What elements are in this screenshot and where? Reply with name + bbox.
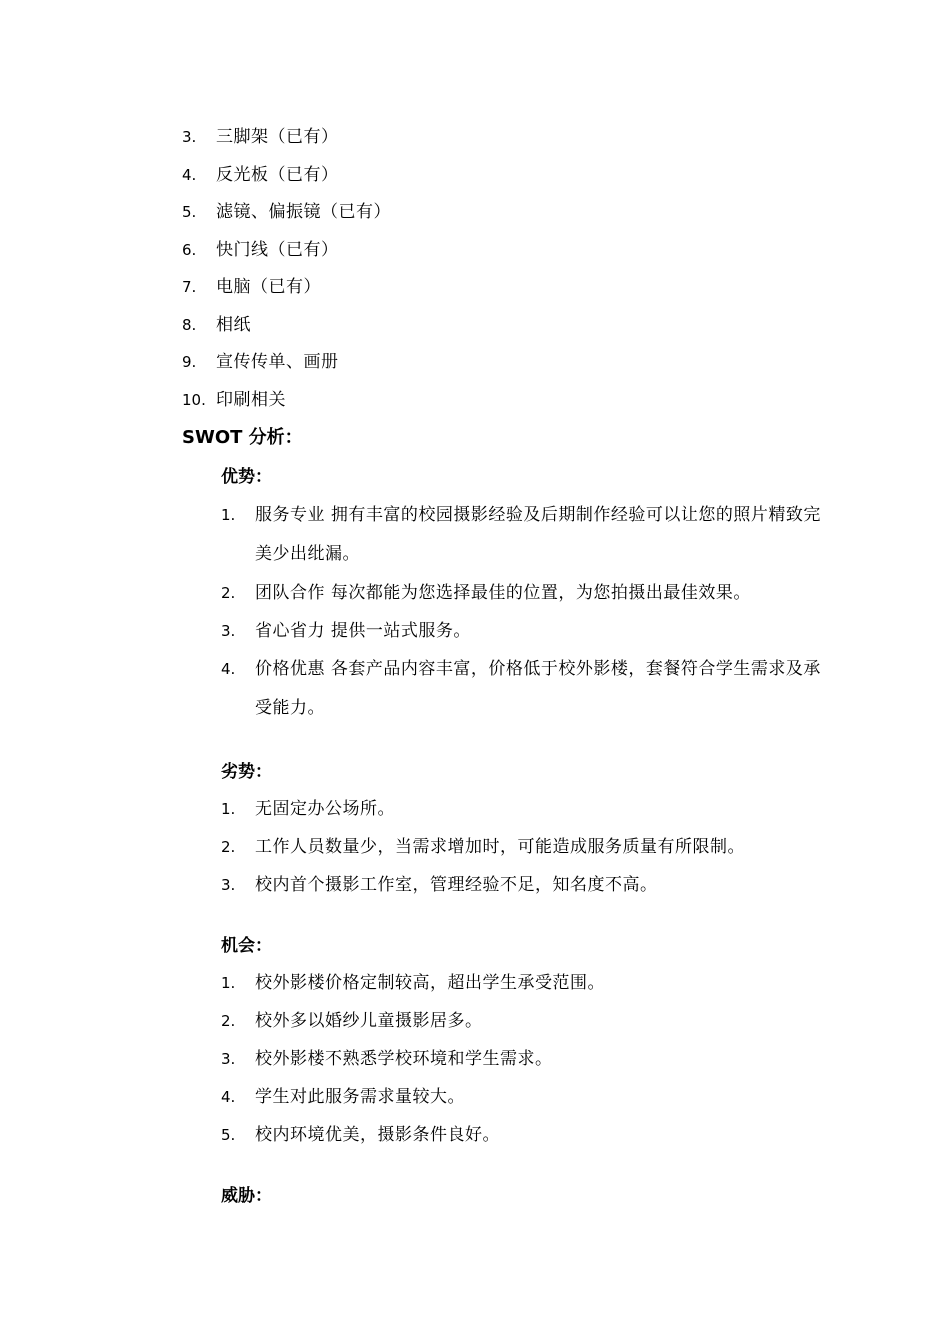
- list-text: 三脚架（已有）: [216, 127, 339, 147]
- list-number: 1.: [221, 800, 236, 818]
- list-item: [221, 964, 821, 1002]
- weaknesses-list: [221, 790, 821, 904]
- strengths-heading: 优势：: [221, 467, 272, 487]
- list-item: [182, 382, 391, 420]
- list-number: 3.: [221, 622, 236, 640]
- list-item: [182, 119, 391, 157]
- list-item: [221, 1002, 821, 1040]
- list-text: 相纸: [216, 314, 251, 335]
- list-text: 校内环境优美，摄影条件良好。: [255, 1125, 500, 1145]
- list-text: 滤镜、偏振镜（已有）: [216, 202, 391, 222]
- weaknesses-heading: 劣势：: [221, 762, 272, 782]
- list-number: 3.: [221, 876, 236, 894]
- list-text: 校外多以婚纱儿童摄影居多。: [255, 1011, 483, 1031]
- list-text: 校外影楼价格定制较高，超出学生承受范围。: [255, 973, 605, 993]
- list-number: 2.: [221, 1012, 236, 1030]
- list-text: 校内首个摄影工作室，管理经验不足，知名度不高。: [255, 875, 658, 895]
- swot-title: SWOT 分析：: [182, 427, 303, 448]
- list-number: 1.: [221, 506, 236, 524]
- list-number: 10.: [182, 390, 206, 409]
- list-text: 省心省力 提供一站式服务。: [255, 621, 471, 641]
- list-item: [182, 157, 391, 195]
- list-item: [221, 828, 821, 866]
- list-text: 工作人员数量少，当需求增加时，可能造成服务质量有所限制。: [255, 837, 745, 857]
- list-text: 团队合作 每次都能为您选择最佳的位置，为您拍摄出最佳效果。: [255, 583, 751, 603]
- list-item: [182, 344, 391, 382]
- list-number: 7.: [182, 278, 197, 296]
- list-text: 校外影楼不熟悉学校环境和学生需求。: [255, 1049, 553, 1069]
- list-number: 4.: [182, 165, 197, 184]
- list-text: 服务专业 拥有丰富的校园摄影经验及后期制作经验可以让您的照片精致完美少出纰漏。: [255, 505, 821, 564]
- list-text: 电脑（已有）: [216, 277, 321, 297]
- list-item: [221, 574, 821, 612]
- strengths-list: [221, 496, 821, 728]
- list-number: 5.: [182, 203, 197, 221]
- list-item: [182, 269, 391, 307]
- list-number: 5.: [221, 1126, 236, 1144]
- list-item: [221, 612, 821, 650]
- list-text: 宣传传单、画册: [216, 352, 339, 372]
- list-item: [182, 232, 391, 270]
- list-number: 3.: [182, 128, 197, 146]
- list-item: [221, 866, 821, 904]
- list-number: 9.: [182, 353, 197, 371]
- list-number: 2.: [221, 838, 236, 856]
- list-item: [221, 496, 821, 574]
- list-item: [221, 1078, 821, 1116]
- list-number: 6.: [182, 240, 197, 259]
- equipment-list: [182, 119, 391, 419]
- list-item: [182, 194, 391, 232]
- list-item: [221, 650, 821, 728]
- list-number: 3.: [221, 1050, 236, 1068]
- list-text: 反光板（已有）: [216, 164, 339, 185]
- list-item: [182, 307, 391, 345]
- list-item: [221, 1116, 821, 1154]
- list-number: 8.: [182, 315, 197, 334]
- list-text: 无固定办公场所。: [255, 799, 395, 819]
- list-text: 学生对此服务需求量较大。: [255, 1087, 465, 1107]
- list-text: 印刷相关: [216, 389, 286, 410]
- list-item: [221, 1040, 821, 1078]
- list-number: 1.: [221, 974, 236, 992]
- opportunities-list: [221, 964, 821, 1154]
- list-number: 4.: [221, 1088, 236, 1106]
- list-text: 价格优惠 各套产品内容丰富，价格低于校外影楼，套餐符合学生需求及承受能力。: [255, 659, 821, 718]
- list-text: 快门线（已有）: [216, 239, 339, 260]
- list-item: [221, 790, 821, 828]
- list-number: 2.: [221, 584, 236, 602]
- list-number: 4.: [221, 660, 236, 678]
- threats-heading: 威胁：: [221, 1186, 272, 1206]
- opportunities-heading: 机会：: [221, 936, 272, 956]
